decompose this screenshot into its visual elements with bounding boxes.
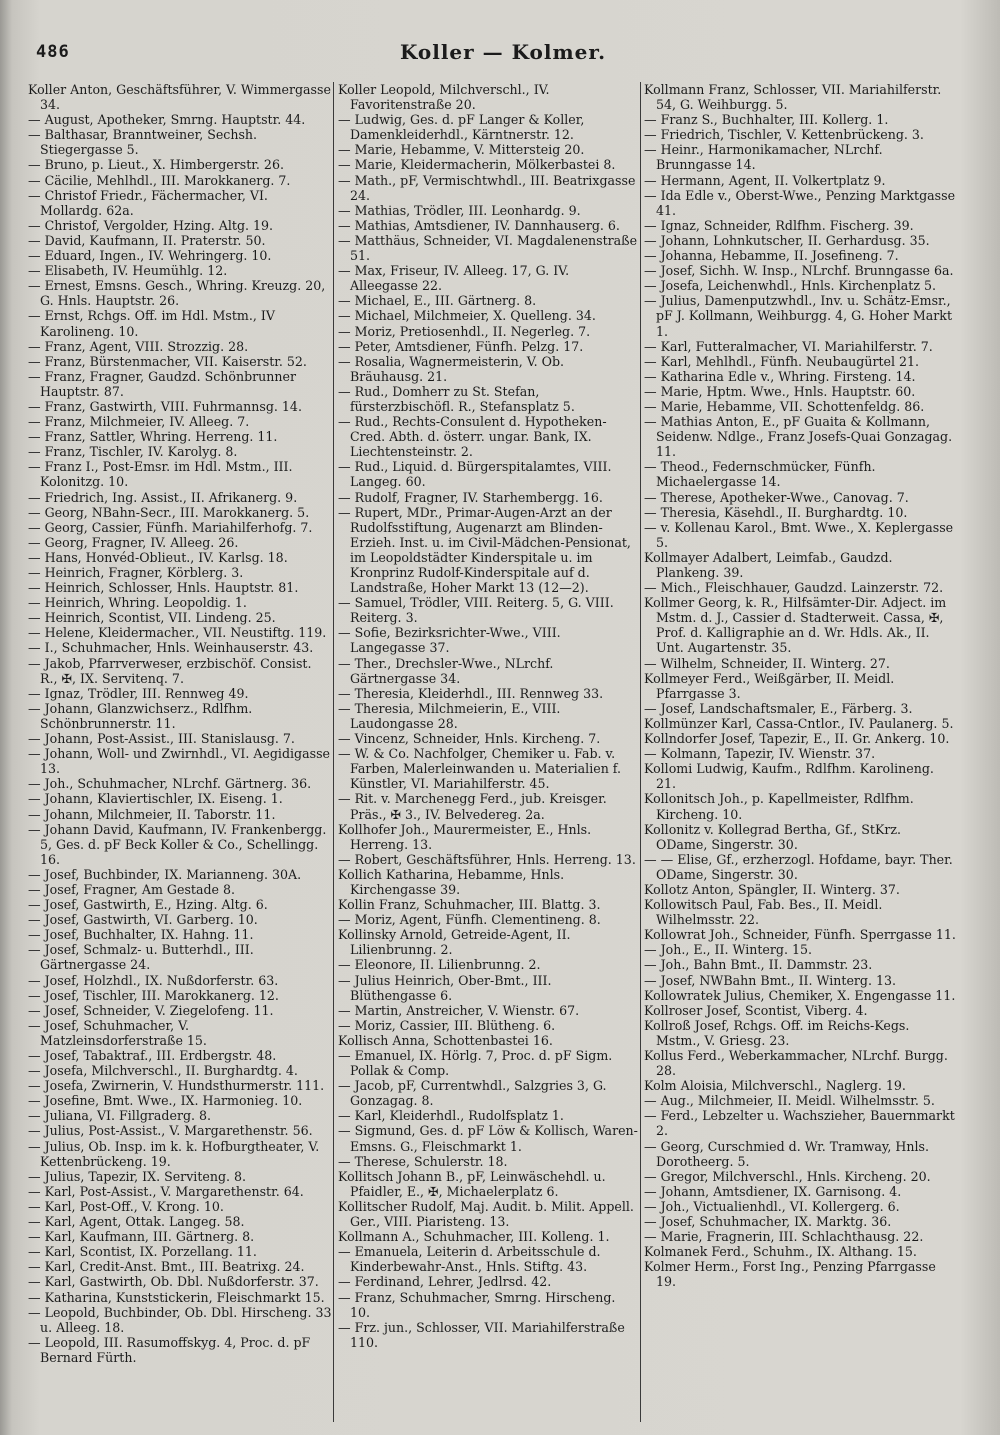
- directory-entry: — Johann, Glanzwichserz., Rdlfhm. Schönbrunnerstr. 11.: [28, 700, 253, 731]
- directory-entry: — Marie, Kleidermacherin, Mölkerbastei 8.: [338, 157, 616, 173]
- directory-entry: — Franz S., Buchhalter, III. Kollerg. 1.: [644, 112, 889, 128]
- directory-entry: — Franz, Fragner, Gaudzd. Schönbrunner Hauptstr. 87.: [28, 368, 296, 399]
- directory-entry: Kollmer Georg, k. R., Hilfsämter-Dir. Adject. im Mstm. d. J., Cassier d. Stadterweit. Cassa, ✠, Prof. d. Kalligraphie an d. Wr. Hdls. Ak., II. Unt. Augartenstr. 35.: [644, 595, 947, 656]
- directory-entry: Kollroß Josef, Rchgs. Off. im Reichs-Kegs. Mstm., V. Griesg. 23.: [644, 1017, 910, 1048]
- directory-entry: — Franz, Milchmeier, IV. Alleeg. 7.: [28, 414, 250, 430]
- directory-entry: — Helene, Kleidermacher., VII. Neustiftg. 119.: [28, 625, 327, 641]
- directory-entry: Kolmanek Ferd., Schuhm., IX. Althang. 15.: [644, 1244, 917, 1260]
- directory-entry: — Theresia, Kleiderhdl., III. Rennweg 33.: [338, 685, 604, 701]
- directory-entry: — Math., pF, Vermischtwhdl., III. Beatrixgasse 24.: [338, 172, 636, 203]
- directory-entry: Kollmann A., Schuhmacher, III. Kolleng. 1.: [338, 1229, 610, 1245]
- directory-entry: — Friedrich, Tischler, V. Kettenbrückeng. 3.: [644, 127, 924, 143]
- directory-entry: Kollus Ferd., Weberkammacher, NLrchf. Burgg. 28.: [644, 1048, 948, 1079]
- directory-entry: — Karl, Futteralmacher, VI. Mariahilferstr. 7.: [644, 338, 933, 354]
- directory-entry: — Ernest, Emsns. Gesch., Whring. Kreuzg. 20, G. Hnls. Hauptstr. 26.: [28, 278, 326, 309]
- directory-entry: — Ferdinand, Lehrer, Jedlrsd. 42.: [338, 1274, 552, 1290]
- directory-entry: — Karl, Gastwirth, Ob. Dbl. Nußdorferstr. 37.: [28, 1274, 319, 1290]
- directory-entry: — Leopold, III. Rasumoffskyg. 4, Proc. d. pF Bernard Fürth.: [28, 1334, 311, 1365]
- directory-entry: — Josef, Schuhmacher, V. Matzleinsdorferstraße 15.: [28, 1017, 207, 1048]
- directory-entry: — Franz, Agent, VIII. Strozzig. 28.: [28, 338, 249, 354]
- directory-entry: — Franz, Bürstenmacher, VII. Kaiserstr. 52.: [28, 353, 307, 369]
- directory-entry: — Johann, Woll- und Zwirnhdl., VI. Aegidigasse 13.: [28, 746, 330, 777]
- directory-entry: — Joh., Victualienhdl., VI. Kollergerg. 6.: [644, 1198, 900, 1214]
- directory-entry: Kolm Aloisia, Milchverschl., Naglerg. 19.: [644, 1078, 906, 1094]
- directory-entry: — Moriz, Cassier, III. Blütheng. 6.: [338, 1017, 556, 1033]
- directory-entry: — Juliana, VI. Fillgraderg. 8.: [28, 1108, 212, 1124]
- directory-entry: — Josef, Landschaftsmaler, E., Färberg. 3.: [644, 700, 913, 716]
- directory-entry: Kollotz Anton, Spängler, II. Winterg. 37.: [644, 881, 900, 897]
- directory-entry: — Michael, E., III. Gärtnerg. 8.: [338, 293, 537, 309]
- directory-entry: — Eduard, Ingen., IV. Wehringerg. 10.: [28, 248, 272, 264]
- running-head: Koller — Kolmer.: [399, 40, 607, 64]
- directory-entry: — Franz I., Post-Emsr. im Hdl. Mstm., III. Kolonitzg. 10.: [28, 459, 293, 490]
- directory-entry: — Rudolf, Fragner, IV. Starhembergg. 16.: [338, 489, 603, 505]
- directory-entry: — Jakob, Pfarrverweser, erzbischöf. Consist. R., ✠, IX. Servitenq. 7.: [28, 655, 312, 686]
- directory-entry: — Julius, Ob. Insp. im k. k. Hofburgtheater, V. Kettenbrückeng. 19.: [28, 1138, 320, 1169]
- directory-entry: — Heinrich, Schlosser, Hnls. Hauptstr. 81.: [28, 580, 299, 596]
- directory-entry: — Marie, Fragnerin, III. Schlachthausg. 22.: [644, 1229, 924, 1245]
- directory-entry: — Katharina Edle v., Whring. Firsteng. 14.: [644, 368, 916, 384]
- directory-entry: — Johann, Milchmeier, II. Taborstr. 11.: [28, 806, 276, 822]
- directory-entry: — Rud., Domherr zu St. Stefan, fürsterzbischöfl. R., Stefansplatz 5.: [338, 383, 575, 414]
- directory-entry: — Heinrich, Scontist, VII. Lindeng. 25.: [28, 610, 276, 626]
- directory-entry: — Therese, Schulerstr. 18.: [338, 1153, 508, 1169]
- directory-entry: — Michael, Milchmeier, X. Quelleng. 34.: [338, 308, 596, 324]
- directory-entry: — Julius Heinrich, Ober-Bmt., III. Blüthengasse 6.: [338, 972, 552, 1003]
- directory-entry: Kollin Franz, Schuhmacher, III. Blattg. 3.: [338, 897, 601, 913]
- directory-entry: — Georg, Fragner, IV. Alleeg. 26.: [28, 534, 239, 550]
- directory-entry: — Josef, Gastwirth, E., Hzing. Altg. 6.: [28, 897, 268, 913]
- directory-entry: — Eleonore, II. Lilienbrunng. 2.: [338, 957, 541, 973]
- directory-entry: Kollowrat Joh., Schneider, Fünfh. Sperrgasse 11.: [644, 927, 956, 943]
- directory-entry: — Mathias, Amtsdiener, IV. Dannhauserg. 6.: [338, 217, 620, 233]
- directory-entry: Kollinsky Arnold, Getreide-Agent, II. Lilienbrunng. 2.: [338, 927, 571, 958]
- directory-entry: — Karl, Post-Assist., V. Margarethenstr. 64.: [28, 1183, 304, 1199]
- directory-entry: — Marie, Hebamme, VII. Schottenfeldg. 86.: [644, 398, 925, 414]
- directory-entry: — Josef, Buchbinder, IX. Marianneng. 30A.: [28, 866, 302, 882]
- directory-entry: — Marie, Hptm. Wwe., Hnls. Hauptstr. 60.: [644, 383, 916, 399]
- directory-entry: Koller Leopold, Milchverschl., IV. Favoritenstraße 20.: [338, 82, 550, 113]
- directory-entry: Kollmann Franz, Schlosser, VII. Mariahilferstr. 54, G. Weihburgg. 5.: [644, 82, 942, 113]
- directory-entry: — Karl, Kaufmann, III. Gärtnerg. 8.: [28, 1229, 255, 1245]
- directory-entry: — Karl, Post-Off., V. Krong. 10.: [28, 1198, 224, 1214]
- directory-entry: — Ignaz, Schneider, Rdlfhm. Fischerg. 39.: [644, 217, 914, 233]
- directory-entry: — Peter, Amtsdiener, Fünfh. Pelzg. 17.: [338, 338, 584, 354]
- directory-entry: — Rud., Liquid. d. Bürgerspitalamtes, VIII. Langeg. 60.: [338, 459, 612, 490]
- directory-entry: — Jacob, pF, Currentwhdl., Salzgries 3, G. Gonzagag. 8.: [338, 1078, 607, 1109]
- directory-entry: — Rit. v. Marchenegg Ferd., jub. Kreisger. Präs., ✠ 3., IV. Belvedereg. 2a.: [338, 791, 607, 822]
- directory-entry: — Josef, Fragner, Am Gestade 8.: [28, 881, 236, 897]
- directory-entry: Kollich Katharina, Hebamme, Hnls. Kirchengasse 39.: [338, 866, 565, 897]
- directory-entry: — Georg, NBahn-Secr., III. Marokkanerg. 5.: [28, 504, 310, 520]
- directory-entry: Kollitsch Johann B., pF, Leinwäschehdl. u. Pfaidler, E., ✠, Michaelerplatz 6.: [338, 1168, 606, 1199]
- directory-entry: — Christof, Vergolder, Hzing. Altg. 19.: [28, 217, 274, 233]
- directory-entry: — Ida Edle v., Oberst-Wwe., Penzing Marktgasse 41.: [644, 187, 956, 218]
- directory-entry: Kollowitsch Paul, Fab. Bes., II. Meidl. Wilhelmsstr. 22.: [644, 897, 883, 928]
- directory-entry: Kollowratek Julius, Chemiker, X. Engengasse 11.: [644, 987, 956, 1003]
- directory-entry: Kollroser Josef, Scontist, Viberg. 4.: [644, 1002, 868, 1018]
- directory-entry: — Rupert, MDr., Primar-Augen-Arzt an der Rudolfsstiftung, Augenarzt am Blinden-Erzieh. Inst. u. im Civil-Mädchen-Pensionat, im Leopoldstädter Kinderspitale u. im Kronprinz Rudolf-Kinderspitale auf d. Landstraße, Hoher Markt 13 (12—2).: [338, 504, 631, 596]
- directory-entry: — Martin, Anstreicher, V. Wienstr. 67.: [338, 1002, 580, 1018]
- directory-entry: — Franz, Gastwirth, VIII. Fuhrmannsg. 14.: [28, 398, 302, 414]
- directory-entry: — August, Apotheker, Smrng. Hauptstr. 44.: [28, 112, 306, 128]
- directory-entry: — Friedrich, Ing. Assist., II. Afrikanerg. 9.: [28, 489, 298, 505]
- directory-entry: — Josef, Schuhmacher, IX. Marktg. 36.: [644, 1214, 892, 1230]
- directory-entry: — Mich., Fleischhauer, Gaudzd. Lainzerstr. 72.: [644, 580, 944, 596]
- directory-entry: — Vincenz, Schneider, Hnls. Kircheng. 7.: [338, 731, 601, 747]
- directory-entry: — Johann, Amtsdiener, IX. Garnisong. 4.: [644, 1183, 902, 1199]
- directory-entry: — Max, Friseur, IV. Alleeg. 17, G. IV. Alleegasse 22.: [338, 263, 570, 294]
- directory-entry: — Franz, Schuhmacher, Smrng. Hirscheng. 10.: [338, 1289, 616, 1320]
- directory-entry: — Balthasar, Branntweiner, Sechsh. Stiegergasse 5.: [28, 127, 258, 158]
- directory-entry: — Leopold, Buchbinder, Ob. Dbl. Hirscheng. 33 u. Alleeg. 18.: [28, 1304, 332, 1335]
- directory-entry: Kollmeyer Ferd., Weißgärber, II. Meidl. Pfarrgasse 3.: [644, 670, 895, 701]
- directory-entry: — Joh., Schuhmacher, NLrchf. Gärtnerg. 36.: [28, 776, 312, 792]
- directory-entry: Kollisch Anna, Schottenbastei 16.: [338, 1032, 553, 1048]
- directory-entry: — Josef, Schmalz- u. Butterhdl., III. Gärtnergasse 24.: [28, 942, 254, 973]
- directory-entry: — Johanna, Hebamme, II. Josefineng. 7.: [644, 248, 899, 264]
- directory-entry: — Matthäus, Schneider, VI. Magdalenenstraße 51.: [338, 232, 638, 264]
- directory-column-3: [644, 82, 956, 1427]
- directory-entry: Kollndorfer Josef, Tapezir, E., II. Gr. Ankerg. 10.: [644, 731, 950, 747]
- directory-entry: — Ferd., Lebzelter u. Wachszieher, Bauernmarkt 2.: [644, 1108, 955, 1139]
- directory-entry: Kollitscher Rudolf, Maj. Audit. b. Milit. Appell. Ger., VIII. Piaristeng. 13.: [338, 1198, 634, 1230]
- directory-entry: — W. & Co. Nachfolger, Chemiker u. Fab. v. Farben, Malerleinwanden u. Materialien f. Künstler, VI. Mariahilferstr. 45.: [338, 746, 622, 792]
- directory-entry: — Wilhelm, Schneider, II. Winterg. 27.: [644, 655, 890, 671]
- directory-entry: — Karl, Scontist, IX. Porzellang. 11.: [28, 1244, 257, 1260]
- directory-entry: — Robert, Geschäftsführer, Hnls. Herreng. 13.: [338, 851, 636, 867]
- directory-entry: — Mathias, Trödler, III. Leonhardg. 9.: [338, 202, 581, 218]
- directory-entry: — Karl, Credit-Anst. Bmt., III. Beatrixg. 24.: [28, 1259, 305, 1275]
- directory-entry: — Katharina, Kunststickerin, Fleischmarkt 15.: [28, 1289, 325, 1305]
- directory-entry: — Josef, Gastwirth, VI. Garberg. 10.: [28, 912, 258, 928]
- directory-entry: — Karl, Agent, Ottak. Langeg. 58.: [28, 1214, 245, 1230]
- directory-entry: — Josefa, Leichenwhdl., Hnls. Kirchenplatz 5.: [644, 278, 936, 294]
- directory-entry: Kollhofer Joh., Maurermeister, E., Hnls. Herreng. 13.: [338, 821, 592, 852]
- directory-entry: — Ludwig, Ges. d. pF Langer & Koller, Damenkleiderhdl., Kärntnerstr. 12.: [338, 112, 585, 143]
- directory-entry: — Ignaz, Trödler, III. Rennweg 49.: [28, 685, 249, 701]
- directory-entry: — Rosalia, Wagnermeisterin, V. Ob. Bräuhausg. 21.: [338, 353, 565, 384]
- directory-entry: — Therese, Apotheker-Wwe., Canovag. 7.: [644, 489, 909, 505]
- directory-entry: — Josef, Tischler, III. Marokkanerg. 12.: [28, 987, 279, 1003]
- directory-entry: — David, Kaufmann, II. Praterstr. 50.: [28, 232, 266, 248]
- directory-entry: — Mathias Anton, E., pF Guaita & Kollmann, Seidenw. Ndlge., Franz Josefs-Quai Gonzagag. 11.: [644, 414, 953, 460]
- directory-entry: — v. Kollenau Karol., Bmt. Wwe., X. Keplergasse 5.: [644, 519, 954, 550]
- directory-entry: — Josefa, Zwirnerin, V. Hundsthurmerstr. 111.: [28, 1078, 325, 1094]
- directory-entry: Kollonitsch Joh., p. Kapellmeister, Rdlfhm. Kircheng. 10.: [644, 791, 914, 822]
- directory-entry: — Julius, Tapezir, IX. Serviteng. 8.: [28, 1168, 247, 1184]
- directory-entry: Kollonitz v. Kollegrad Bertha, Gf., StKrz. ODame, Singerstr. 30.: [644, 821, 902, 852]
- directory-entry: — Josef, Buchhalter, IX. Hahng. 11.: [28, 927, 254, 943]
- directory-entry: — Johann, Post-Assist., III. Stanislausg. 7.: [28, 731, 295, 747]
- directory-entry: — Julius, Post-Assist., V. Margarethenstr. 56.: [28, 1123, 313, 1139]
- directory-entry: — Kolmann, Tapezir, IV. Wienstr. 37.: [644, 746, 876, 762]
- directory-column-2: [338, 82, 638, 1427]
- directory-entry: — Moriz, Pretiosenhdl., II. Negerleg. 7.: [338, 323, 591, 339]
- directory-entry: Kollmayer Adalbert, Leimfab., Gaudzd. Plankeng. 39.: [644, 549, 893, 580]
- column-divider: [333, 82, 334, 1422]
- directory-entry: — Elisabeth, IV. Heumühlg. 12.: [28, 263, 228, 279]
- page-header: [28, 38, 978, 74]
- directory-entry: — Bruno, p. Lieut., X. Himbergerstr. 26.: [28, 157, 284, 173]
- directory-entry: — Karl, Mehlhdl., Fünfh. Neubaugürtel 21.: [644, 353, 920, 369]
- directory-entry: — Josefine, Bmt. Wwe., IX. Harmonieg. 10.: [28, 1093, 303, 1109]
- directory-entry: Kolmer Herm., Forst Ing., Penzing Pfarrgasse 19.: [644, 1259, 936, 1290]
- directory-entry: — Heinrich, Whring. Leopoldig. 1.: [28, 595, 247, 611]
- directory-entry: — Christof Friedr., Fächermacher, VI. Mollardg. 62a.: [28, 187, 268, 218]
- directory-entry: — Theod., Federnschmücker, Fünfh. Michaelergasse 14.: [644, 459, 876, 490]
- directory-entry: — Georg, Cassier, Fünfh. Mariahilferhofg. 7.: [28, 519, 313, 535]
- directory-entry: — Sofie, Bezirksrichter-Wwe., VIII. Langegasse 37.: [338, 625, 561, 656]
- directory-entry: — Johann, Lohnkutscher, II. Gerhardusg. 35.: [644, 232, 930, 248]
- directory-entry: — Joh., E., II. Winterg. 15.: [644, 942, 812, 958]
- directory-entry: — Josef, Holzhdl., IX. Nußdorferstr. 63.: [28, 972, 279, 988]
- directory-entry: — Frz. jun., Schlosser, VII. Mariahilferstraße 110.: [338, 1319, 625, 1350]
- directory-entry: — Ther., Drechsler-Wwe., NLrchf. Gärtnergasse 34.: [338, 655, 554, 686]
- directory-entry: — Rud., Rechts-Consulent d. Hypotheken-Cred. Abth. d. österr. ungar. Bank, IX. Liechtensteinstr. 2.: [338, 414, 607, 460]
- directory-entry: — Aug., Milchmeier, II. Meidl. Wilhelmsstr. 5.: [644, 1093, 935, 1109]
- directory-entry: — Ernst, Rchgs. Off. im Hdl. Mstm., IV Karolineng. 10.: [28, 308, 275, 339]
- directory-entry: — Franz, Sattler, Whring. Herreng. 11.: [28, 429, 278, 445]
- directory-entry: — Gregor, Milchverschl., Hnls. Kircheng. 20.: [644, 1168, 931, 1184]
- directory-entry: — Johann, Klaviertischler, IX. Eiseng. 1.: [28, 791, 283, 807]
- directory-entry: — I., Schuhmacher, Hnls. Weinhauserstr. 43.: [28, 640, 314, 656]
- directory-entry: — Josef, NWBahn Bmt., II. Winterg. 13.: [644, 972, 897, 988]
- directory-entry: — Emanuel, IX. Hörlg. 7, Proc. d. pF Sigm. Pollak & Comp.: [338, 1048, 613, 1079]
- directory-entry: — Theresia, Käsehdl., II. Burghardtg. 10.: [644, 504, 908, 520]
- directory-entry: — Georg, Curschmied d. Wr. Tramway, Hnls. Dorotheerg. 5.: [644, 1138, 929, 1169]
- directory-entry: — Josef, Schneider, V. Ziegelofeng. 11.: [28, 1002, 274, 1018]
- directory-entry: Koller Anton, Geschäftsführer, V. Wimmergasse 34.: [28, 82, 331, 113]
- directory-entry: — Josefa, Milchverschl., II. Burghardtg. 4.: [28, 1063, 298, 1079]
- directory-column-1: [28, 82, 332, 1427]
- directory-entry: — Theresia, Milchmeierin, E., VIII. Laudongasse 28.: [338, 700, 561, 731]
- directory-entry: — Julius, Damenputzwhdl., Inv. u. Schätz-Emsr., pF J. Kollmann, Weihburgg. 4, G. Hoher Markt 1.: [644, 293, 953, 339]
- page-number: 486: [36, 42, 70, 62]
- directory-entry: — Heinrich, Fragner, Körblerg. 3.: [28, 565, 244, 580]
- directory-entry: — Josef, Sichh. W. Insp., NLrchf. Brunngasse 6a.: [644, 263, 954, 279]
- column-divider: [640, 82, 641, 1422]
- directory-entry: — Samuel, Trödler, VIII. Reiterg. 5, G. VIII. Reiterg. 3.: [338, 595, 614, 626]
- directory-entry: — Cäcilie, Mehlhdl., III. Marokkanerg. 7.: [28, 172, 291, 188]
- directory-entry: — Hermann, Agent, II. Volkertplatz 9.: [644, 172, 886, 188]
- directory-entry: — Hans, Honvéd-Oblieut., IV. Karlsg. 18.: [28, 549, 288, 565]
- directory-entry: Kollomi Ludwig, Kaufm., Rdlfhm. Karolineng. 21.: [644, 761, 934, 792]
- directory-entry: — Karl, Kleiderhdl., Rudolfsplatz 1.: [338, 1108, 564, 1124]
- directory-entry: — Emanuela, Leiterin d. Arbeitsschule d. Kinderbewahr-Anst., Hnls. Stiftg. 43.: [338, 1244, 601, 1275]
- directory-entry: — Marie, Hebamme, V. Mittersteig 20.: [338, 142, 585, 158]
- directory-entry: — — Elise, Gf., erzherzogl. Hofdame, bayr. Ther. ODame, Singerstr. 30.: [644, 851, 953, 882]
- directory-entry: — Josef, Tabaktraf., III. Erdbergstr. 48.: [28, 1048, 277, 1063]
- directory-entry: — Sigmund, Ges. d. pF Löw & Kollisch, Waren-Emsns. G., Fleischmarkt 1.: [338, 1123, 638, 1154]
- directory-entry: — Heinr., Harmonikamacher, NLrchf. Brunngasse 14.: [644, 142, 883, 173]
- directory-entry: — Joh., Bahn Bmt., II. Dammstr. 23.: [644, 957, 873, 973]
- directory-entry: — Johann David, Kaufmann, IV. Frankenbergg. 5, Ges. d. pF Beck Koller & Co., Schellingg. 16.: [28, 821, 327, 867]
- directory-entry: Kollmünzer Karl, Cassa-Cntlor., IV. Paulanerg. 5.: [644, 715, 954, 731]
- directory-entry: — Franz, Tischler, IV. Karolyg. 8.: [28, 444, 238, 460]
- directory-entry: — Moriz, Agent, Fünfh. Clementineng. 8.: [338, 912, 601, 928]
